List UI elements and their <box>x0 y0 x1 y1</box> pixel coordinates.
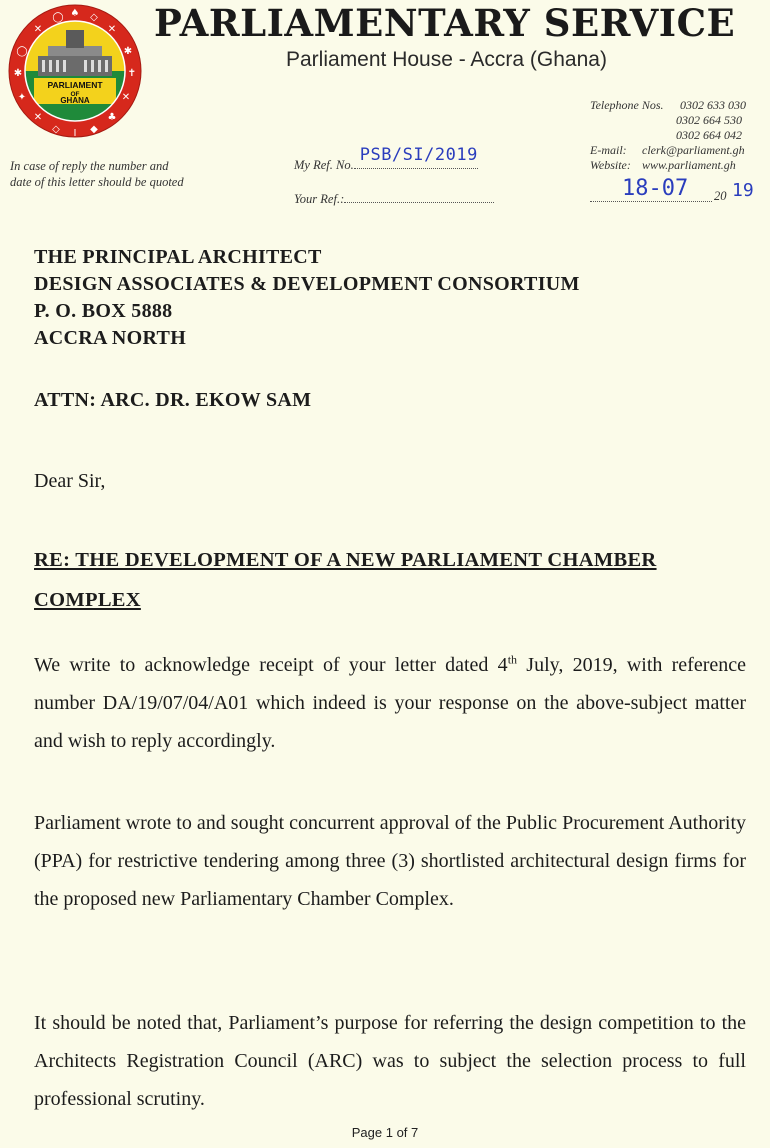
website-label: Website: <box>590 158 631 172</box>
svg-text:✱: ✱ <box>123 46 133 57</box>
your-reference-label: Your Ref.: <box>294 192 345 206</box>
recipient-line: THE PRINCIPAL ARCHITECT <box>34 246 322 268</box>
svg-text:I: I <box>73 128 77 138</box>
your-reference-line <box>294 189 494 207</box>
contact-block <box>590 98 766 173</box>
svg-text:PARLIAMENT: PARLIAMENT <box>47 80 103 90</box>
svg-text:✦: ✦ <box>17 92 27 103</box>
recipient-line: ACCRA NORTH <box>34 327 187 349</box>
svg-text:✱: ✱ <box>13 68 23 79</box>
body-paragraph-1: We write to acknowledge receipt of your letter dated 4th July, 2019, with reference number DA/19/07/04/A01 which indeed is your response on the above-subject matter and wish to reply accordingly. <box>34 652 746 752</box>
telephone-number-1: 0302 633 030 <box>680 98 746 112</box>
svg-text:◇: ◇ <box>90 12 98 23</box>
email-address: clerk@parliament.gh <box>642 143 745 157</box>
salutation: Dear Sir, <box>34 470 106 492</box>
telephone-label: Telephone Nos. <box>590 98 664 112</box>
organization-address: Parliament House - Accra (Ghana) <box>286 48 607 71</box>
website-address: www.parliament.gh <box>642 158 736 172</box>
svg-text:♣: ♣ <box>107 112 117 123</box>
body-paragraph-2: Parliament wrote to and sought concurrent approval of the Public Procurement Authority (PPA) for restrictive tendering among three (3) shortlisted architectural design firms for the proposed new Parliamentary Chamber Complex. <box>34 812 746 910</box>
date-handwritten: 18-07 <box>622 176 689 201</box>
svg-text:◯: ◯ <box>16 46 28 57</box>
telephone-number-3: 0302 664 042 <box>676 128 742 142</box>
telephone-number-2: 0302 664 530 <box>676 113 742 127</box>
page-number: Page 1 of 7 <box>351 1125 419 1140</box>
svg-text:✕: ✕ <box>33 24 43 35</box>
organization-name: PARLIAMENTARY SERVICE <box>154 1 736 45</box>
date-printed-year-prefix: 20 <box>714 189 727 203</box>
subject-heading: RE: THE DEVELOPMENT OF A NEW PARLIAMENT CHAMBER COMPLEX <box>34 549 657 611</box>
my-reference-label: My Ref. No. <box>294 158 354 172</box>
svg-text:◇: ◇ <box>52 124 60 135</box>
recipient-line: P. O. BOX 5888 <box>34 300 173 322</box>
svg-text:✕: ✕ <box>33 112 43 123</box>
my-reference-handwritten: PSB/SI/2019 <box>359 145 478 165</box>
email-label: E-mail: <box>590 143 627 157</box>
reply-instruction-note: In case of reply the number and date of this letter should be quoted <box>10 159 184 189</box>
svg-text:OF: OF <box>70 91 80 98</box>
svg-text:✕: ✕ <box>107 24 117 35</box>
svg-text:◯: ◯ <box>52 12 64 23</box>
parliament-seal-logo <box>8 4 142 138</box>
letter-date <box>590 176 766 204</box>
svg-text:♠: ♠ <box>70 8 80 19</box>
svg-text:GHANA: GHANA <box>60 96 90 105</box>
body-paragraph-3: It should be noted that, Parliament’s purpose for referring the design competition to the Architects Registration Council (ARC) was to subject the selection process to full professional scrutiny. <box>34 1012 746 1110</box>
recipient-address <box>34 244 580 352</box>
my-reference-line <box>294 145 478 173</box>
svg-text:✕: ✕ <box>121 92 131 103</box>
svg-text:✝: ✝ <box>127 68 137 79</box>
attention-line: ATTN: ARC. DR. EKOW SAM <box>34 389 312 411</box>
date-year-handwritten: 19 <box>732 180 754 201</box>
recipient-line: DESIGN ASSOCIATES & DEVELOPMENT CONSORTIUM <box>34 273 580 295</box>
svg-text:◆: ◆ <box>90 124 98 135</box>
